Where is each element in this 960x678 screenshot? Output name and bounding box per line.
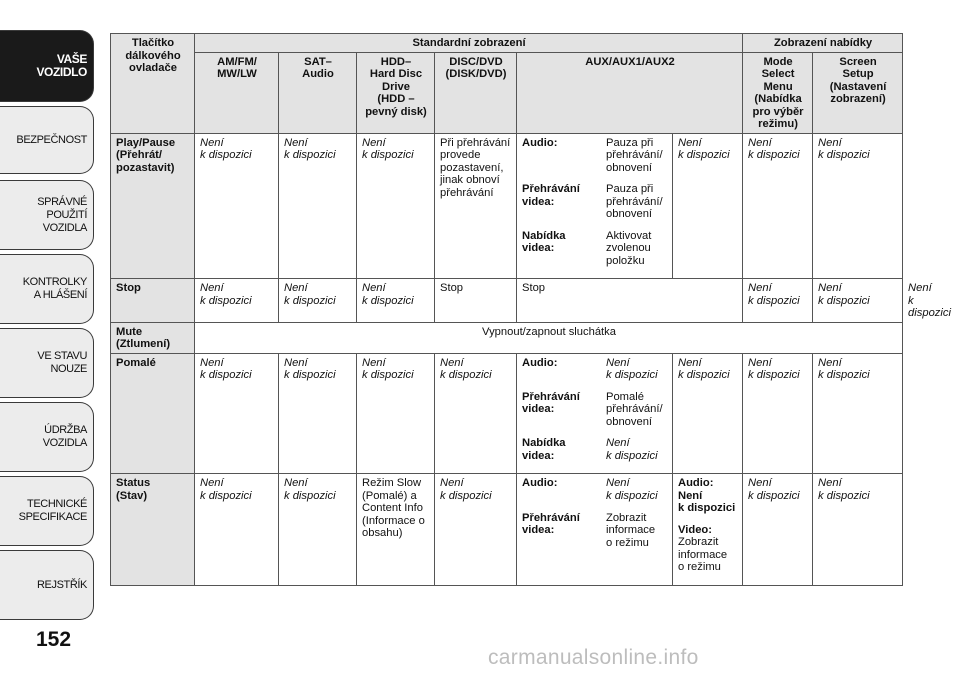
- row-label: Stop: [111, 279, 195, 323]
- tab-kontrolky-a-hlaseni[interactable]: [0, 254, 94, 324]
- aux-menu-value: Není k dispozici: [606, 437, 658, 462]
- column-header-aux: AUX/AUX1/AUX2: [517, 52, 743, 133]
- mode-video-key: Video:: [678, 523, 712, 536]
- cell-aux: [517, 353, 673, 474]
- cell-na: Není k dispozici: [743, 474, 813, 586]
- aux-audio-key: Audio:: [522, 356, 558, 369]
- group-header-standard: Standardní zobrazení: [195, 34, 743, 53]
- cell-aux: Stop: [517, 279, 743, 323]
- column-header-mode: Mode Select Menu (Nabídka pro výběr režimu): [743, 52, 813, 133]
- tab-label: BEZPEČNOST: [16, 133, 87, 146]
- aux-video-key: Přehrávání videa:: [522, 511, 580, 536]
- cell-na: Není k dispozici: [195, 133, 279, 279]
- cell-na: Není k dispozici: [435, 353, 517, 474]
- page-number: 152: [36, 628, 72, 651]
- column-header-screen: Screen Setup (Nastavení zobrazení): [813, 52, 903, 133]
- mode-audio-key: Audio:: [678, 477, 714, 489]
- aux-audio-key: Audio:: [522, 477, 558, 489]
- row-label: Play/Pause (Přehrát/ pozastavit): [111, 133, 195, 279]
- cell-disc: Při přehrávání provede pozastavení, jinak obnoví přehrávání: [435, 133, 517, 279]
- column-header-sat: SAT– Audio: [279, 52, 357, 133]
- row-label: Pomalé: [111, 353, 195, 474]
- table-row: [111, 133, 903, 279]
- remote-control-table: [110, 33, 951, 586]
- row-label: Mute (Ztlumení): [111, 322, 195, 353]
- cell-aux: [517, 474, 673, 586]
- cell-na: Není k dispozici: [813, 353, 903, 474]
- cell-mute-value: Vypnout/zapnout sluchátka: [195, 322, 903, 353]
- column-header-row: [111, 52, 903, 133]
- cell-na: Není k dispozici: [813, 474, 903, 586]
- column-header-button: Tlačítko dálkového ovladače: [111, 34, 195, 134]
- cell-na: Není k dispozici: [279, 133, 357, 279]
- cell-na: Není k dispozici: [279, 474, 357, 586]
- cell-mode: [673, 474, 743, 586]
- aux-video-value: Pauza při přehrávání/ obnovení: [606, 183, 663, 220]
- column-header-disc: DISC/DVD (DISK/DVD): [435, 52, 517, 133]
- tab-label: VAŠE VOZIDLO: [36, 52, 87, 79]
- aux-audio-value: Není k dispozici: [606, 477, 658, 502]
- cell-na: Není k dispozici: [279, 279, 357, 323]
- cell-na: Není k dispozici: [357, 133, 435, 279]
- cell-na: Není k dispozici: [195, 353, 279, 474]
- cell-na: Není k dispozici: [743, 133, 813, 279]
- table-row: [111, 474, 903, 586]
- cell-na: Není k dispozici: [813, 279, 903, 323]
- watermark: carmanualsonline.info: [488, 646, 699, 669]
- mode-audio: [678, 477, 738, 515]
- tab-ve-stavu-nouze[interactable]: [0, 328, 94, 398]
- tab-label: SPRÁVNÉ POUŽITÍ VOZIDLA: [37, 195, 87, 234]
- tab-spravne-pouziti-vozidla[interactable]: [0, 180, 94, 250]
- aux-video-value: Zobrazit informace o režimu: [606, 511, 656, 549]
- mode-video-value: Zobrazit informace o režimu: [678, 536, 728, 573]
- cell-na: Není k dispozici: [673, 353, 743, 474]
- cell-na: Není k dispozici: [357, 353, 435, 474]
- mode-audio-value: Není k dispozici: [678, 489, 736, 514]
- column-header-hdd: HDD– Hard Disc Drive (HDD – pevný disk): [357, 52, 435, 133]
- cell-na: Není k dispozici: [435, 474, 517, 586]
- tab-vase-vozidlo[interactable]: [0, 30, 94, 102]
- tab-label: KONTROLKY A HLÁŠENÍ: [22, 276, 87, 301]
- cell-na: Není k dispozici: [195, 474, 279, 586]
- tab-technicke-specifikace[interactable]: [0, 476, 94, 546]
- mode-video: [678, 524, 738, 574]
- group-header-row: [111, 34, 903, 53]
- cell-aux: [517, 133, 673, 279]
- tab-label: TECHNICKÉ SPECIFIKACE: [18, 498, 87, 523]
- cell-disc: Stop: [435, 279, 517, 323]
- group-header-menu: Zobrazení nabídky: [743, 34, 903, 53]
- aux-audio-key: Audio:: [522, 136, 558, 149]
- aux-details: [522, 477, 668, 558]
- cell-na: Není k dispozici: [673, 133, 743, 279]
- cell-na: Není k dispozici: [357, 279, 435, 323]
- aux-video-value: Pomalé přehrávání/ obnovení: [606, 390, 663, 428]
- aux-menu-key: Nabídka videa:: [522, 229, 566, 254]
- tab-label: REJSTŘÍK: [37, 578, 87, 591]
- aux-video-key: Přehrávání videa:: [522, 390, 580, 415]
- table-row: Stop Není k dispozici Není k dispozici Není k dispozici Stop Stop Není k dispozici Není k dispozici Není k dispozici: [111, 279, 903, 323]
- tab-label: VE STAVU NOUZE: [37, 350, 87, 375]
- tab-udrzba-vozidla[interactable]: [0, 402, 94, 472]
- tab-rejstrik[interactable]: [0, 550, 94, 620]
- aux-audio-value: Pauza při přehrávání/ obnovení: [606, 136, 663, 174]
- table-row: [111, 353, 903, 474]
- aux-menu-key: Nabídka videa:: [522, 437, 566, 462]
- cell-na: Není k dispozici: [743, 279, 813, 323]
- aux-details: [522, 137, 668, 277]
- aux-video-key: Přehrávání videa:: [522, 183, 580, 208]
- table-row: [111, 322, 903, 353]
- cell-na: Není k dispozici: [195, 279, 279, 323]
- tab-label: ÚDRŽBA VOZIDLA: [42, 424, 87, 449]
- column-header-am: AM/FM/ MW/LW: [195, 52, 279, 133]
- cell-hdd: Režim Slow (Pomalé) a Content Info (Informace o obsahu): [357, 474, 435, 586]
- cell-na: Není k dispozici: [743, 353, 813, 474]
- cell-na: Není k dispozici: [813, 133, 903, 279]
- aux-audio-value: Není k dispozici: [606, 356, 658, 381]
- tab-bezpecnost[interactable]: [0, 106, 94, 174]
- cell-na: Není k dispozici: [279, 353, 357, 474]
- row-label: Status (Stav): [111, 474, 195, 586]
- aux-menu-value: Aktivovat zvolenou položku: [606, 229, 652, 267]
- aux-details: [522, 357, 668, 472]
